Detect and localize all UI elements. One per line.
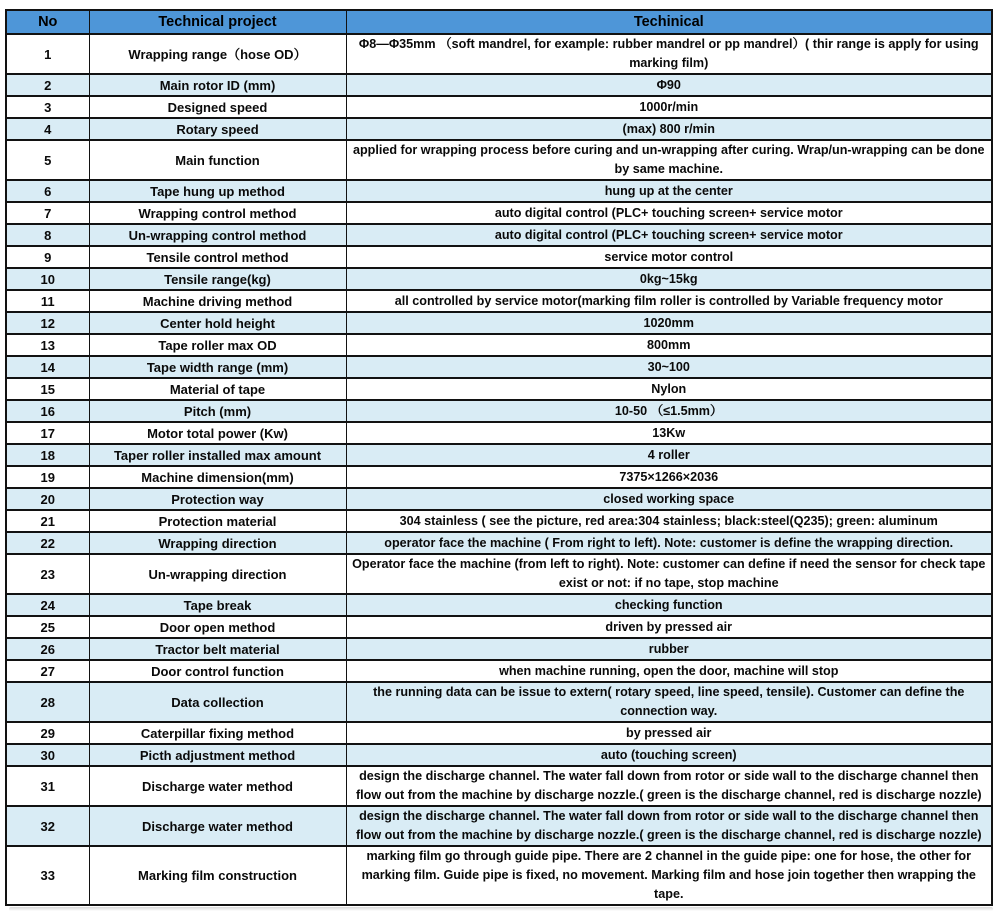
cell-value: 800mm	[346, 334, 992, 356]
cell-value: Operator face the machine (from left to right). Note: customer can define if need the sensor for check tape exist or not: if no tape, stop machine	[346, 554, 992, 594]
cell-project: Data collection	[89, 682, 346, 722]
table-row	[6, 312, 992, 334]
table-row	[6, 682, 992, 722]
cell-value: design the discharge channel. The water fall down from rotor or side wall to the discharge channel then flow out from the machine by discharge nozzle.( green is the discharge channel, red is discharge nozzle)	[346, 806, 992, 846]
table-row	[6, 334, 992, 356]
cell-project: Door control function	[89, 660, 346, 682]
header-row	[6, 10, 992, 34]
cell-no: 16	[6, 400, 89, 422]
table-row	[6, 554, 992, 594]
cell-project: Tape break	[89, 594, 346, 616]
cell-project: Tape hung up method	[89, 180, 346, 202]
cell-value: Nylon	[346, 378, 992, 400]
cell-project: Tensile range(kg)	[89, 268, 346, 290]
cell-no: 33	[6, 846, 89, 905]
cell-value: design the discharge channel. The water fall down from rotor or side wall to the discharge channel then flow out from the machine by discharge nozzle.( green is the discharge channel, red is discharge nozzle)	[346, 766, 992, 806]
cell-no: 30	[6, 744, 89, 766]
cell-value: 10-50 （≤1.5mm）	[346, 400, 992, 422]
cell-project: Un-wrapping direction	[89, 554, 346, 594]
cell-no: 4	[6, 118, 89, 140]
cell-project: Protection way	[89, 488, 346, 510]
cell-no: 24	[6, 594, 89, 616]
cell-project: Wrapping range（hose OD）	[89, 34, 346, 74]
cell-project: Discharge water method	[89, 806, 346, 846]
table-row	[6, 744, 992, 766]
table-row	[6, 532, 992, 554]
cell-no: 15	[6, 378, 89, 400]
cell-value: Φ8—Φ35mm （soft mandrel, for example: rubber mandrel or pp mandrel）( thir range is apply for using marking film)	[346, 34, 992, 74]
cell-no: 31	[6, 766, 89, 806]
table-row	[6, 806, 992, 846]
cell-no: 21	[6, 510, 89, 532]
cell-value: Φ90	[346, 74, 992, 96]
cell-value: 304 stainless ( see the picture, red area:304 stainless; black:steel(Q235); green: aluminum	[346, 510, 992, 532]
table-row	[6, 180, 992, 202]
cell-value: when machine running, open the door, machine will stop	[346, 660, 992, 682]
cell-no: 20	[6, 488, 89, 510]
cell-value: auto digital control (PLC+ touching screen+ service motor	[346, 224, 992, 246]
cell-value: operator face the machine ( From right to left). Note: customer is define the wrapping direction.	[346, 532, 992, 554]
cell-value: by pressed air	[346, 722, 992, 744]
cell-project: Marking film construction	[89, 846, 346, 905]
table-row	[6, 246, 992, 268]
spec-table-header	[6, 10, 992, 34]
cell-project: Pitch (mm)	[89, 400, 346, 422]
cell-project: Wrapping control method	[89, 202, 346, 224]
cell-project: Designed speed	[89, 96, 346, 118]
cell-project: Wrapping direction	[89, 532, 346, 554]
cell-project: Discharge water method	[89, 766, 346, 806]
table-row	[6, 444, 992, 466]
cell-no: 28	[6, 682, 89, 722]
cell-no: 7	[6, 202, 89, 224]
table-row	[6, 96, 992, 118]
table-row	[6, 594, 992, 616]
cell-project: Tape width range (mm)	[89, 356, 346, 378]
cell-no: 19	[6, 466, 89, 488]
cell-value: driven by pressed air	[346, 616, 992, 638]
cell-project: Door open method	[89, 616, 346, 638]
cell-project: Rotary speed	[89, 118, 346, 140]
cell-no: 3	[6, 96, 89, 118]
cell-project: Main function	[89, 140, 346, 180]
cell-value: applied for wrapping process before curing and un-wrapping after curing. Wrap/un-wrapping can be done by same machine.	[346, 140, 992, 180]
cell-no: 11	[6, 290, 89, 312]
spec-table-body	[6, 34, 992, 905]
table-row	[6, 400, 992, 422]
table-row	[6, 638, 992, 660]
cell-value: 1020mm	[346, 312, 992, 334]
cell-project: Tape roller max OD	[89, 334, 346, 356]
cell-no: 5	[6, 140, 89, 180]
cell-value: service motor control	[346, 246, 992, 268]
cell-value: 13Kw	[346, 422, 992, 444]
cell-no: 9	[6, 246, 89, 268]
cell-project: Material of tape	[89, 378, 346, 400]
table-row	[6, 378, 992, 400]
cell-value: all controlled by service motor(marking film roller is controlled by Variable frequency motor	[346, 290, 992, 312]
cell-value: closed working space	[346, 488, 992, 510]
cell-project: Main rotor ID (mm)	[89, 74, 346, 96]
column-header-technical-project: Technical project	[89, 10, 346, 34]
cell-no: 26	[6, 638, 89, 660]
table-row	[6, 118, 992, 140]
scan-shadow	[9, 907, 993, 911]
cell-value: checking function	[346, 594, 992, 616]
cell-value: the running data can be issue to extern( rotary speed, line speed, tensile). Customer can define the connection way.	[346, 682, 992, 722]
cell-project: Picth adjustment method	[89, 744, 346, 766]
cell-no: 1	[6, 34, 89, 74]
table-row	[6, 140, 992, 180]
table-row	[6, 616, 992, 638]
cell-no: 32	[6, 806, 89, 846]
cell-value: 0kg~15kg	[346, 268, 992, 290]
cell-project: Machine driving method	[89, 290, 346, 312]
table-row	[6, 846, 992, 905]
cell-value: rubber	[346, 638, 992, 660]
table-row	[6, 290, 992, 312]
cell-no: 14	[6, 356, 89, 378]
table-row	[6, 224, 992, 246]
cell-no: 25	[6, 616, 89, 638]
table-row	[6, 422, 992, 444]
spec-table	[5, 9, 993, 906]
cell-no: 23	[6, 554, 89, 594]
cell-no: 27	[6, 660, 89, 682]
cell-project: Un-wrapping control method	[89, 224, 346, 246]
table-row	[6, 510, 992, 532]
table-row	[6, 34, 992, 74]
cell-value: auto (touching screen)	[346, 744, 992, 766]
cell-project: Motor total power (Kw)	[89, 422, 346, 444]
cell-project: Tensile control method	[89, 246, 346, 268]
table-row	[6, 660, 992, 682]
table-row	[6, 202, 992, 224]
table-row	[6, 74, 992, 96]
cell-no: 10	[6, 268, 89, 290]
cell-project: Taper roller installed max amount	[89, 444, 346, 466]
table-row	[6, 766, 992, 806]
cell-value: 7375×1266×2036	[346, 466, 992, 488]
column-header-techinical: Techinical	[346, 10, 992, 34]
table-row	[6, 722, 992, 744]
cell-value: auto digital control (PLC+ touching screen+ service motor	[346, 202, 992, 224]
cell-value: marking film go through guide pipe. There are 2 channel in the guide pipe: one for hose, the other for marking film. Guide pipe is fixed, no movement. Marking film and hose join together then wrapping the tape.	[346, 846, 992, 905]
cell-project: Center hold height	[89, 312, 346, 334]
column-header-no: No	[6, 10, 89, 34]
cell-value: (max) 800 r/min	[346, 118, 992, 140]
cell-no: 22	[6, 532, 89, 554]
table-row	[6, 488, 992, 510]
cell-value: hung up at the center	[346, 180, 992, 202]
cell-no: 29	[6, 722, 89, 744]
cell-project: Tractor belt material	[89, 638, 346, 660]
cell-project: Caterpillar fixing method	[89, 722, 346, 744]
cell-no: 12	[6, 312, 89, 334]
table-row	[6, 268, 992, 290]
cell-no: 17	[6, 422, 89, 444]
cell-value: 4 roller	[346, 444, 992, 466]
cell-value: 1000r/min	[346, 96, 992, 118]
cell-no: 8	[6, 224, 89, 246]
table-row	[6, 466, 992, 488]
cell-project: Protection material	[89, 510, 346, 532]
cell-no: 18	[6, 444, 89, 466]
cell-no: 6	[6, 180, 89, 202]
table-row	[6, 356, 992, 378]
cell-project: Machine dimension(mm)	[89, 466, 346, 488]
cell-no: 13	[6, 334, 89, 356]
cell-no: 2	[6, 74, 89, 96]
cell-value: 30~100	[346, 356, 992, 378]
